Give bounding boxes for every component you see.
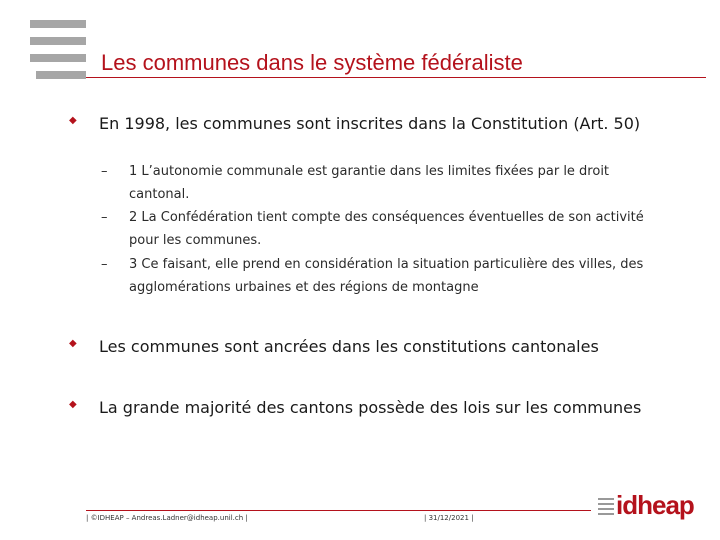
header-logo-bars (30, 20, 86, 88)
sub-dash: – (101, 257, 108, 272)
sub-item (101, 206, 671, 252)
logo-wordmark: idheap (616, 490, 694, 520)
bullet-text: Les communes sont ancrées dans les constitutions cantonales (99, 337, 599, 356)
sub-dash: – (101, 164, 108, 179)
bullet-text: La grande majorité des cantons possède des lois sur les communes (99, 398, 642, 417)
slide-title: Les communes dans le système fédéraliste (101, 50, 523, 75)
bullet-item (69, 336, 699, 357)
sub-text: 3 Ce faisant, elle prend en considération la situation particulière des villes, des agglomérations urbaines et des régions de montagne (129, 257, 644, 295)
title-divider (86, 77, 706, 78)
logo-bar (30, 54, 86, 62)
footer-credit: | ©IDHEAP – Andreas.Ladner@idheap.unil.ch | (86, 514, 248, 522)
diamond-bullet-icon: ◆ (69, 338, 77, 349)
footer-divider (86, 510, 591, 511)
logo-bar (30, 20, 86, 28)
bullet-item (69, 113, 699, 134)
bullet-item (69, 397, 699, 418)
sub-dash: – (101, 210, 108, 225)
diamond-bullet-icon: ◆ (69, 115, 77, 126)
footer-date: | 31/12/2021 | (424, 514, 474, 522)
sub-item (101, 160, 671, 206)
sub-text: 1 L’autonomie communale est garantie dans les limites fixées par le droit cantonal. (129, 164, 610, 202)
logo-lines-icon (598, 498, 614, 518)
logo-bar (30, 37, 86, 45)
logo-bar (36, 71, 86, 79)
sub-text: 2 La Confédération tient compte des conséquences éventuelles de son activité pour les communes. (129, 210, 644, 248)
idheap-logo (598, 490, 694, 522)
diamond-bullet-icon: ◆ (69, 399, 77, 410)
sub-item (101, 253, 671, 299)
bullet-text: En 1998, les communes sont inscrites dans la Constitution (Art. 50) (99, 114, 641, 133)
